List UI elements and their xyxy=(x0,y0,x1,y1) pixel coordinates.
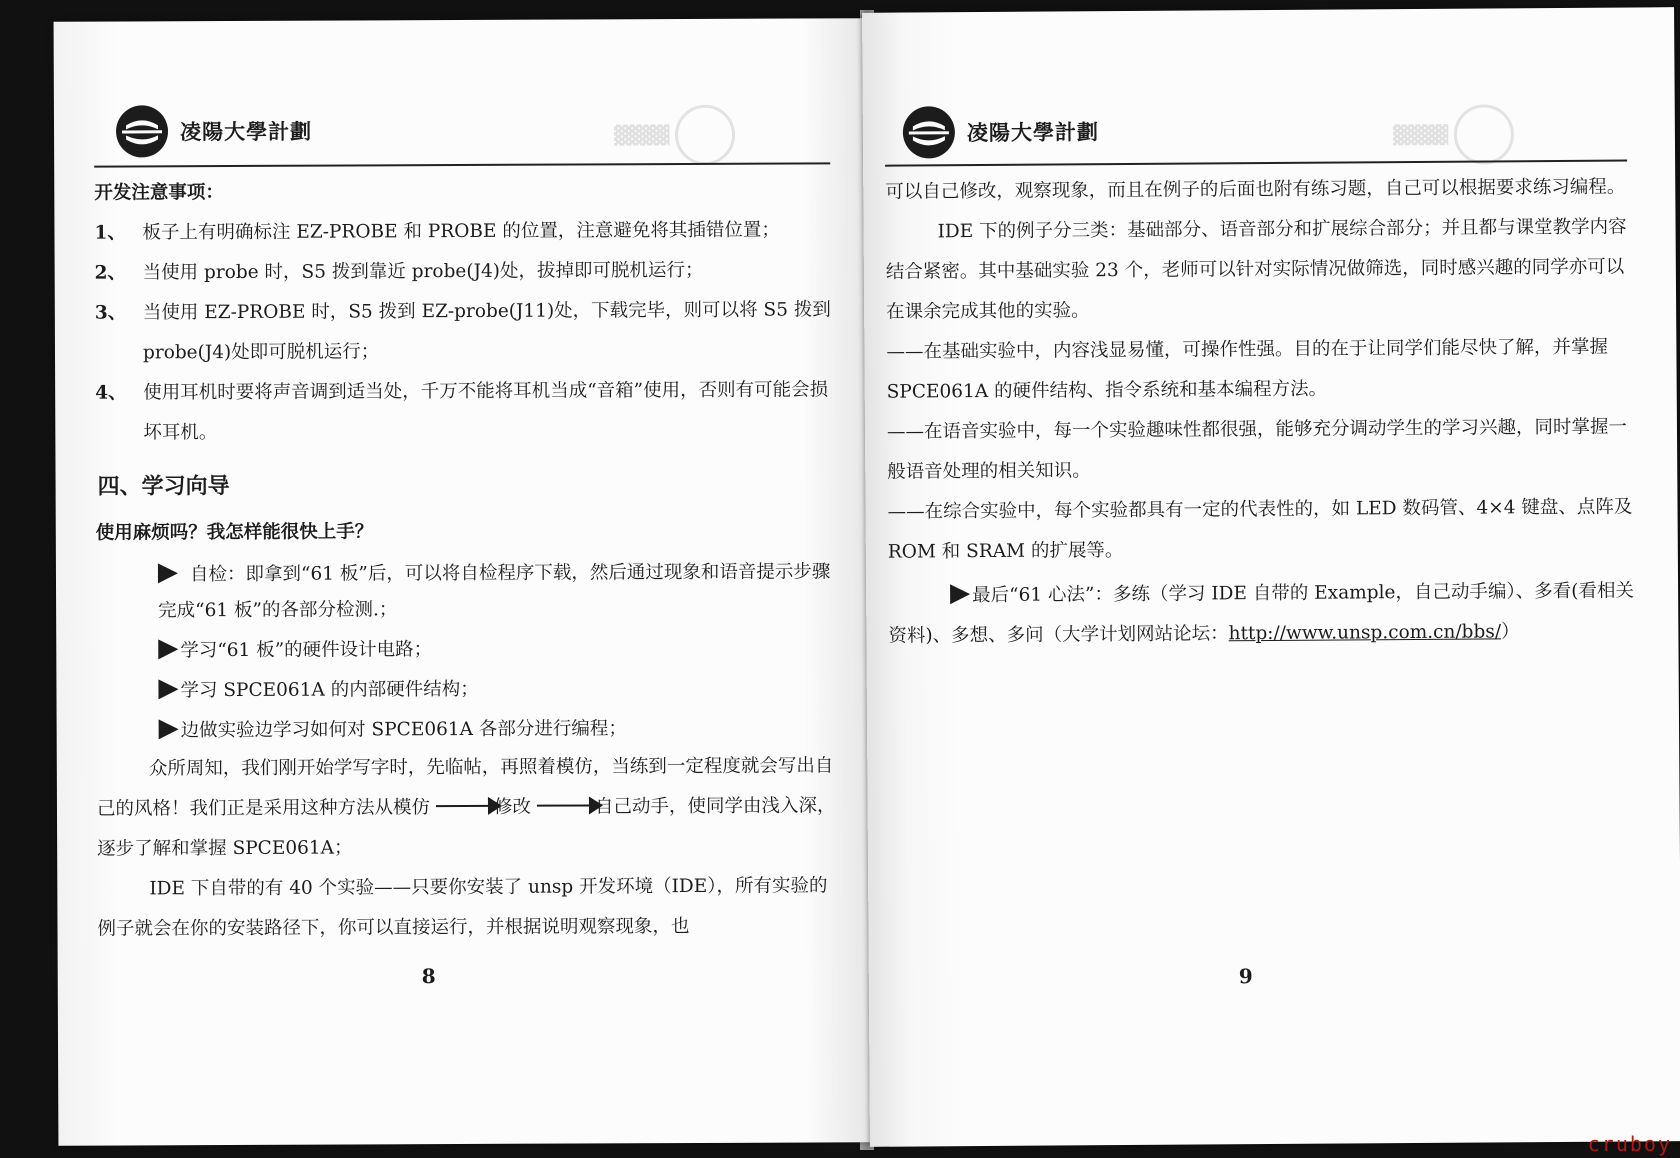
note-item xyxy=(95,250,835,293)
forum-link[interactable]: http://www.unsp.com.cn/bbs/ xyxy=(1228,621,1502,645)
note-item xyxy=(95,370,835,453)
note-number: 4、 xyxy=(95,382,127,404)
page-header xyxy=(114,99,312,164)
note-text: 使用耳机时要将声音调到适当处，千万不能将耳机当成“音箱”使用，否则有可能会损坏耳机。 xyxy=(143,379,829,444)
guide-step xyxy=(158,670,836,709)
note-text: 当使用 EZ-PROBE 时，S5 拨到 EZ-probe(J11)处，下载完毕，则可以将 S5 拨到 probe(J4)处即可脱机运行； xyxy=(142,299,831,364)
ghost-text: ▓▓▓▓ xyxy=(1392,124,1449,146)
scanner-watermark: cruboy xyxy=(1587,1132,1672,1156)
note-item xyxy=(95,290,835,373)
continued-paragraph: 可以自己修改，观察现象，而且在例子的后面也附有练习题，自己可以根据要求练习编程。 xyxy=(885,176,1626,203)
section-title: 四、学习向导 xyxy=(97,474,230,500)
arrow-right-icon xyxy=(436,805,490,807)
sunplus-logo-icon xyxy=(901,104,957,160)
header-rule xyxy=(94,162,830,167)
ghost-text: ▓▓▓▓ xyxy=(614,124,670,146)
note-number: 1、 xyxy=(94,222,126,244)
page-number: 8 xyxy=(421,964,436,989)
guide-step-text: 学习“61 板”的硬件设计电路； xyxy=(180,639,433,662)
note-item xyxy=(94,210,834,253)
guide-step xyxy=(158,630,836,669)
note-number: 3、 xyxy=(94,302,127,324)
page-number: 9 xyxy=(1238,964,1253,989)
brand-name: 凌陽大學計劃 xyxy=(179,119,313,145)
triangle-bullet-icon xyxy=(159,719,179,739)
page-header xyxy=(901,99,1099,164)
final-tip-paragraph xyxy=(888,571,1635,656)
question-heading: 使用麻烦吗？我怎样能很快上手？ xyxy=(95,521,374,544)
basic-experiments-paragraph: ——在基础实验中，内容浅显易懂，可操作性强。目的在于让同学们能尽快了解，并掌握 SPCE061A 的硬件结构、指令系统和基本编程方法。 xyxy=(886,336,1608,403)
guide-step xyxy=(158,554,836,629)
guide-step-text: 边做实验边学习如何对 SPCE061A 各部分进行编程； xyxy=(180,718,627,742)
arrow-right-icon xyxy=(537,804,591,806)
final-tip-close: ） xyxy=(1500,621,1520,643)
ghost-seal-icon xyxy=(675,105,735,165)
show-through-header xyxy=(614,105,736,166)
guide-step-text: 自检：即拿到“61 板”后，可以将自检程序下载，然后通过现象和语音提示步骤完成“61 板”的各部分检测.； xyxy=(158,561,831,622)
learning-method-paragraph xyxy=(97,746,838,869)
method-text-a: 众所周知，我们刚开始学写字时，先临帖，再照着模仿，当练到一定程度就会写出自己的风格！我们正是采用这种方法从模仿 xyxy=(96,755,834,820)
show-through-header xyxy=(1393,104,1515,165)
left-content xyxy=(94,170,837,949)
ide-intro-paragraph: IDE 下自带的有 40 个实验——只要你安装了 unsp 开发环境（IDE），所有实验的例子就会在你的安装路径下，你可以直接运行，并根据说明观察现象，也 xyxy=(97,875,828,940)
right-page xyxy=(862,7,1680,1147)
triangle-bullet-icon xyxy=(158,639,178,659)
combined-experiments-paragraph: ——在综合实验中，每个实验都具有一定的代表性的，如 LED 数码管、4×4 键盘、点阵及 ROM 和 SRAM 的扩展等。 xyxy=(887,496,1633,563)
note-text: 当使用 probe 时，S5 拨到靠近 probe(J4)处，拔掉即可脱机运行； xyxy=(142,259,704,284)
notes-title: 开发注意事项： xyxy=(94,182,224,204)
ide-examples-paragraph: IDE 下的例子分三类：基础部分、语音部分和扩展综合部分；并且都与课堂教学内容结合紧密。其中基础实验 23 个，老师可以针对实际情况做筛选，同时感兴趣的同学亦可以在课余完成其他的实验。 xyxy=(885,216,1627,323)
sunplus-logo-icon xyxy=(114,103,170,159)
voice-experiments-paragraph: ——在语音实验中，每一个实验趣味性都很强，能够充分调动学生的学习兴趣，同时掌握一般语音处理的相关知识。 xyxy=(886,416,1628,483)
triangle-bullet-icon xyxy=(950,584,970,604)
final-tip-text: 最后“61 心法”：多练（学习 IDE 自带的 Example，自己动手编）、多看(看相关资料)、多想、多问（大学计划网站论坛： xyxy=(888,580,1634,647)
method-text-c: 自己动手，使同学由浅入深，逐步了解和掌握 SPCE061A； xyxy=(97,795,836,860)
right-content xyxy=(885,167,1634,656)
triangle-bullet-icon xyxy=(158,679,178,699)
guide-step-text: 学习 SPCE061A 的内部硬件结构； xyxy=(180,678,479,702)
note-number: 2、 xyxy=(94,262,127,284)
triangle-bullet-icon xyxy=(158,563,178,583)
guide-step xyxy=(159,710,837,749)
ghost-seal-icon xyxy=(1454,104,1514,164)
note-text: 板子上有明确标注 EZ-PROBE 和 PROBE 的位置，注意避免将其插错位置； xyxy=(142,219,780,244)
left-page xyxy=(54,18,871,1146)
brand-name: 凌陽大學計劃 xyxy=(966,120,1099,146)
method-text-b: 修改 xyxy=(493,796,532,818)
